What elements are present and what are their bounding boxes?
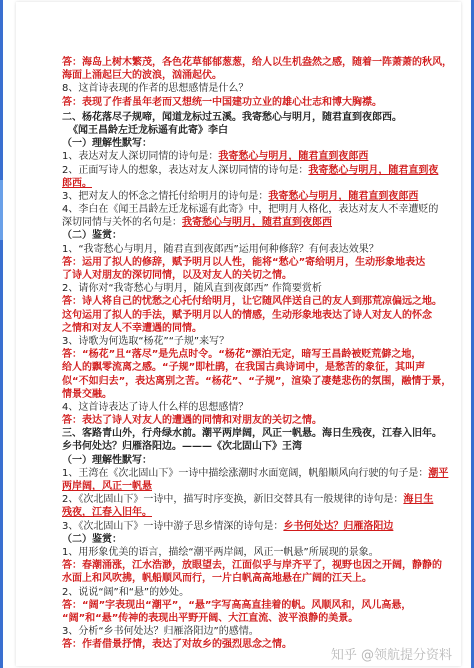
question-line: 1、王湾在《次北固山下》一诗中描绘涨潮时水面宽阔，帆船顺风向行驶的句子是：潮平 bbox=[62, 467, 449, 479]
question-line: 4、李白在《闻王昌龄左迁龙标遥有此寄》中，把明月人格化，表达对友人不幸遭贬的 bbox=[62, 204, 439, 216]
poem-title: 《闻王昌龄左迁龙标遥有此寄》李白 bbox=[68, 124, 228, 136]
answer-line: 海面上涌起巨大的波浪，汹涌起伏。 bbox=[62, 70, 222, 82]
question-line: 2、《次北固山下》一诗中，描写时序变换，新旧交替具有一般规律的诗句是：海日生 bbox=[62, 494, 434, 506]
question-line: 1、表达对友人深切同情的诗句是：我寄愁心与明月，随君直到夜郎西 bbox=[62, 151, 369, 163]
answer-line: 残夜，江春入旧年。 bbox=[62, 507, 152, 519]
answer-line: 答：海岛上树木繁茂，各色花草郁郁葱葱，给人以生机盎然之感，随着一阵萧萧的秋风， bbox=[62, 57, 452, 68]
section-heading-3: 三、客路青山外，行舟绿水前。潮平两岸阔，风正一帆悬。海日生残夜，江春入旧年。 bbox=[62, 428, 442, 440]
answer-line: 水面上和风吹拂，帆船顺风而行，一片白帆高高地悬在广阔的江天上。 bbox=[62, 573, 372, 585]
subheading-recitation: （一）理解性默写： bbox=[62, 454, 152, 466]
question-line: 1、用形象优美的语言，描绘“潮平两岸阔，风正一帆悬”所展现的景象。 bbox=[62, 546, 379, 558]
document-page bbox=[16, 2, 461, 666]
section-heading-3-cont: 乡书何处达？归雁洛阳边。———《次北固山下》王湾 bbox=[62, 441, 302, 453]
answer-line: 郎西。 bbox=[62, 177, 92, 189]
question-line: 2、请你对“我寄愁心与明月，随风直到夜郎西” 作简要赏析 bbox=[62, 283, 322, 295]
document-body bbox=[62, 56, 452, 651]
subheading-recitation: （一）理解性默写： bbox=[62, 138, 152, 150]
question-line: 3、诗歌为何选取“杨花”“子规”来写？ bbox=[62, 335, 230, 347]
answer-line: 之情和对友人不幸遭遇的同情。 bbox=[62, 322, 202, 334]
subheading-appreciation: （二）鉴赏： bbox=[62, 533, 122, 545]
answer-line: 了诗人对朋友的深切同情，以及对友人的关切之情。 bbox=[62, 270, 292, 281]
zhihu-watermark: 知乎 @领航提分资料 bbox=[330, 647, 452, 663]
left-edge-bar bbox=[0, 0, 3, 668]
answer-line: 这句运用了拟人的手法，赋予明月以人的情感，生动形象地表达了诗人对友人的怀念 bbox=[62, 309, 432, 321]
answer-line: 答：诗人将自己的忧愁之心托付给明月，让它随风伴送自己的友人到那荒凉偏远之地。 bbox=[62, 296, 442, 308]
question-line: 3、分析“乡书何处达？归雁洛阳边”的感情。 bbox=[62, 626, 259, 638]
answer-line: “阔”和“悬”传神的表现出平野开阔、大江直流、波平浪静的美景。 bbox=[62, 612, 359, 624]
answer-line: 答：表现了作者虽年老而又想统一中国建功立业的雄心壮志和博大胸襟。 bbox=[62, 96, 382, 108]
answer-line: 给人的飘零流离之感。“子规”即杜鹃，在我国古典诗词中，是愁苦的象征，其叫声 bbox=[62, 362, 426, 374]
question-line: 8、这首诗表现的作者的思想感情是什么？ bbox=[62, 83, 249, 95]
answer-line: 答：运用了拟人的修辞，赋予明月以人性，能将“愁心”寄给明月，生动形象地表达 bbox=[62, 256, 426, 268]
section-heading-2: 二、杨花落尽子规啼，闻道龙标过五溪。我寄愁心与明月，随君直到夜郎西。 bbox=[62, 111, 402, 123]
left-edge-accent bbox=[0, 180, 3, 240]
question-line: 4、这首诗表达了诗人什么样的思想感情？ bbox=[62, 401, 249, 413]
question-line: 2、正面写诗人的想象，表达对友人深切同情的诗句是：我寄愁心与明月，随君直到夜 bbox=[62, 164, 439, 176]
answer-line: 答：“阔”字表现出“潮平”，“悬”字写高高直挂着的帆。风顺风和，风儿高悬， bbox=[62, 599, 412, 611]
answer-line: 答：春潮涌涨，江水浩渺，放眼望去，江面似乎与岸齐平了，视野也因之开阔，静静的 bbox=[62, 560, 442, 572]
question-line: 3、把对友人的怀念之情托付给明月的诗句是：我寄愁心与明月，随君直到夜郎西 bbox=[62, 190, 419, 202]
subheading-appreciation: （二）鉴赏： bbox=[62, 230, 122, 242]
answer-line: 似“不如归去”，表达离别之苦。“杨花”、“子规”，渲染了凄楚悲伤的氛围，融情于景， bbox=[62, 375, 452, 387]
answer-line: 两岸阔，风正一帆悬 bbox=[62, 481, 152, 492]
question-line: 2、说说“阔”和“悬”的妙处。 bbox=[62, 586, 190, 598]
answer-line: 答：表达了诗人对友人的遭遇的同情和对朋友的关切之情。 bbox=[62, 415, 322, 427]
question-line: 1、“我寄愁心与明月，随君直到夜郎西”运用何种修辞？有何表达效果？ bbox=[62, 243, 379, 255]
question-line: 3、《次北固山下》一诗中游子思乡情深的诗句是：乡书何处达？归雁洛阳边 bbox=[62, 520, 394, 532]
answer-line: 情景交融。 bbox=[62, 388, 112, 400]
answer-line: 答：作者借景抒情，表达了对故乡的强烈思念之情。 bbox=[62, 639, 292, 651]
question-line: 深切同情与关怀的名句是：我寄愁心与明月，随君直到夜郎西 bbox=[62, 217, 332, 229]
answer-line: 答：“杨花”且“落尽”是先点时令。“杨花”漂泊无定，暗写王昌龄被贬荒僻之地， bbox=[62, 349, 422, 361]
